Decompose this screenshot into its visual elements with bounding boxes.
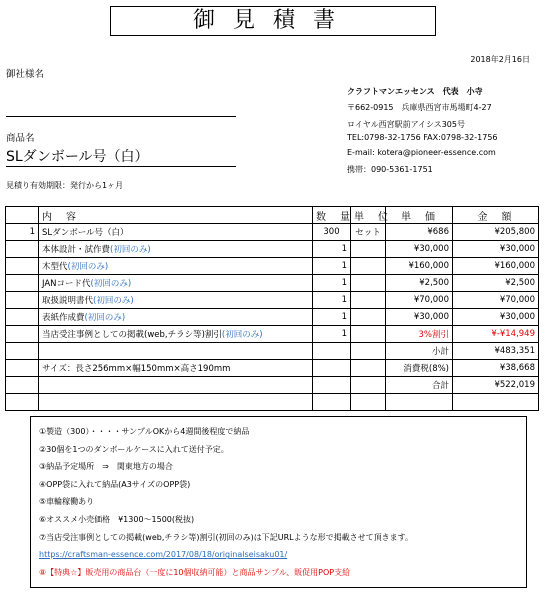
table-row: JANコード代(初回のみ) 1 ¥2,500 ¥2,500 [6,275,539,292]
recipient-name: 御社様名 [6,69,45,80]
table-row: 取扱説明書代(初回のみ) 1 ¥70,000 ¥70,000 [6,292,539,309]
discount-amount: ¥-¥14,949 [453,326,539,343]
table-row: 1 SLダンボール号（白） 300 セット ¥686 ¥205,800 [6,224,539,241]
header-content: 内 容 [39,207,313,224]
discount-rate: 3%割引 [386,326,453,343]
notes-box [30,416,527,588]
company-mobile: 携帯：090-5361-1751 [347,165,433,174]
note-bonus: ⑧【特典☆】販売用の商品台（一度に10個収納可能）と商品サンプル、販促用POP支給 [39,567,351,577]
company-email: E-mail: kotera@pioneer-essence.com [347,148,496,157]
issue-date: 2018年2月16日 [470,55,530,64]
company-address-2: ロイヤル西宮駅前アイシス305号 [347,120,465,129]
tax-row [6,360,539,377]
estimate-table [5,206,539,411]
total-row [6,377,539,394]
note-item: ②30個を1つのダンボールケースに入れて送付予定。 [39,444,229,454]
tax-value: ¥38,668 [453,360,539,377]
header-amount: 金 額 [453,207,539,224]
company-address-1: 〒662-0915 兵庫県西宮市馬場町4-27 [347,103,492,112]
case-study-link[interactable]: https://craftsman-essence.com/2017/08/18/originalseisaku01/ [39,550,288,560]
note-item: ⑦当店受注事例としての掲載(web,チラシ等)割引(初回のみ)は下記URLような形で掲載させて頂きます。 [39,532,413,542]
document-title: 御見積書 [110,6,436,36]
subtotal-label: 小計 [386,343,453,360]
product-underline [6,166,236,167]
discount-row: 当店受注事例としての掲載(web,チラシ等)割引(初回のみ) 1 3%割引 ¥-¥14,949 [6,326,539,343]
note-item: ⑥オススメ小売価格 ¥1300～1500(税抜) [39,514,195,524]
table-row: 本体設計・試作費(初回のみ) 1 ¥30,000 ¥30,000 [6,241,539,258]
tax-label: 消費税(8%) [386,360,453,377]
header-qty: 数 量 [313,207,351,224]
company-name: クラフトマンエッセンス 代表 小寺 [347,87,483,96]
note-item: ③納品予定場所 ⇒ 関東地方の場合 [39,462,173,472]
blank-row [6,394,539,411]
table-row: 表紙作成費(初回のみ) 1 ¥30,000 ¥30,000 [6,309,539,326]
subtotal-value: ¥483,351 [453,343,539,360]
recipient-underline [6,116,236,117]
header-unit: 単 位 [351,207,386,224]
note-item: ①製造（300）・・・・サンプルOKから4週間後程度で納品 [39,427,250,436]
note-item: ④OPP袋に入れて納品(A3サイズのOPP袋) [39,479,191,489]
size-spec: サイズ：長さ256mm×幅150mm×高さ190mm [39,360,313,377]
header-unit-price: 単 価 [386,207,453,224]
total-label: 合計 [386,377,453,394]
table-header-row [6,207,539,224]
company-tel-fax: TEL:0798-32-1756 FAX:0798-32-1756 [347,133,498,142]
validity-period: 見積り有効期限：発行から1ヶ月 [6,181,124,190]
product-label: 商品名 [6,133,35,144]
subtotal-row [6,343,539,360]
note-item: ⑤車輪稼働あり [39,497,95,507]
total-value: ¥522,019 [453,377,539,394]
table-row: 木型代(初回のみ) 1 ¥160,000 ¥160,000 [6,258,539,275]
product-name: SLダンボール号（白） [6,149,149,165]
